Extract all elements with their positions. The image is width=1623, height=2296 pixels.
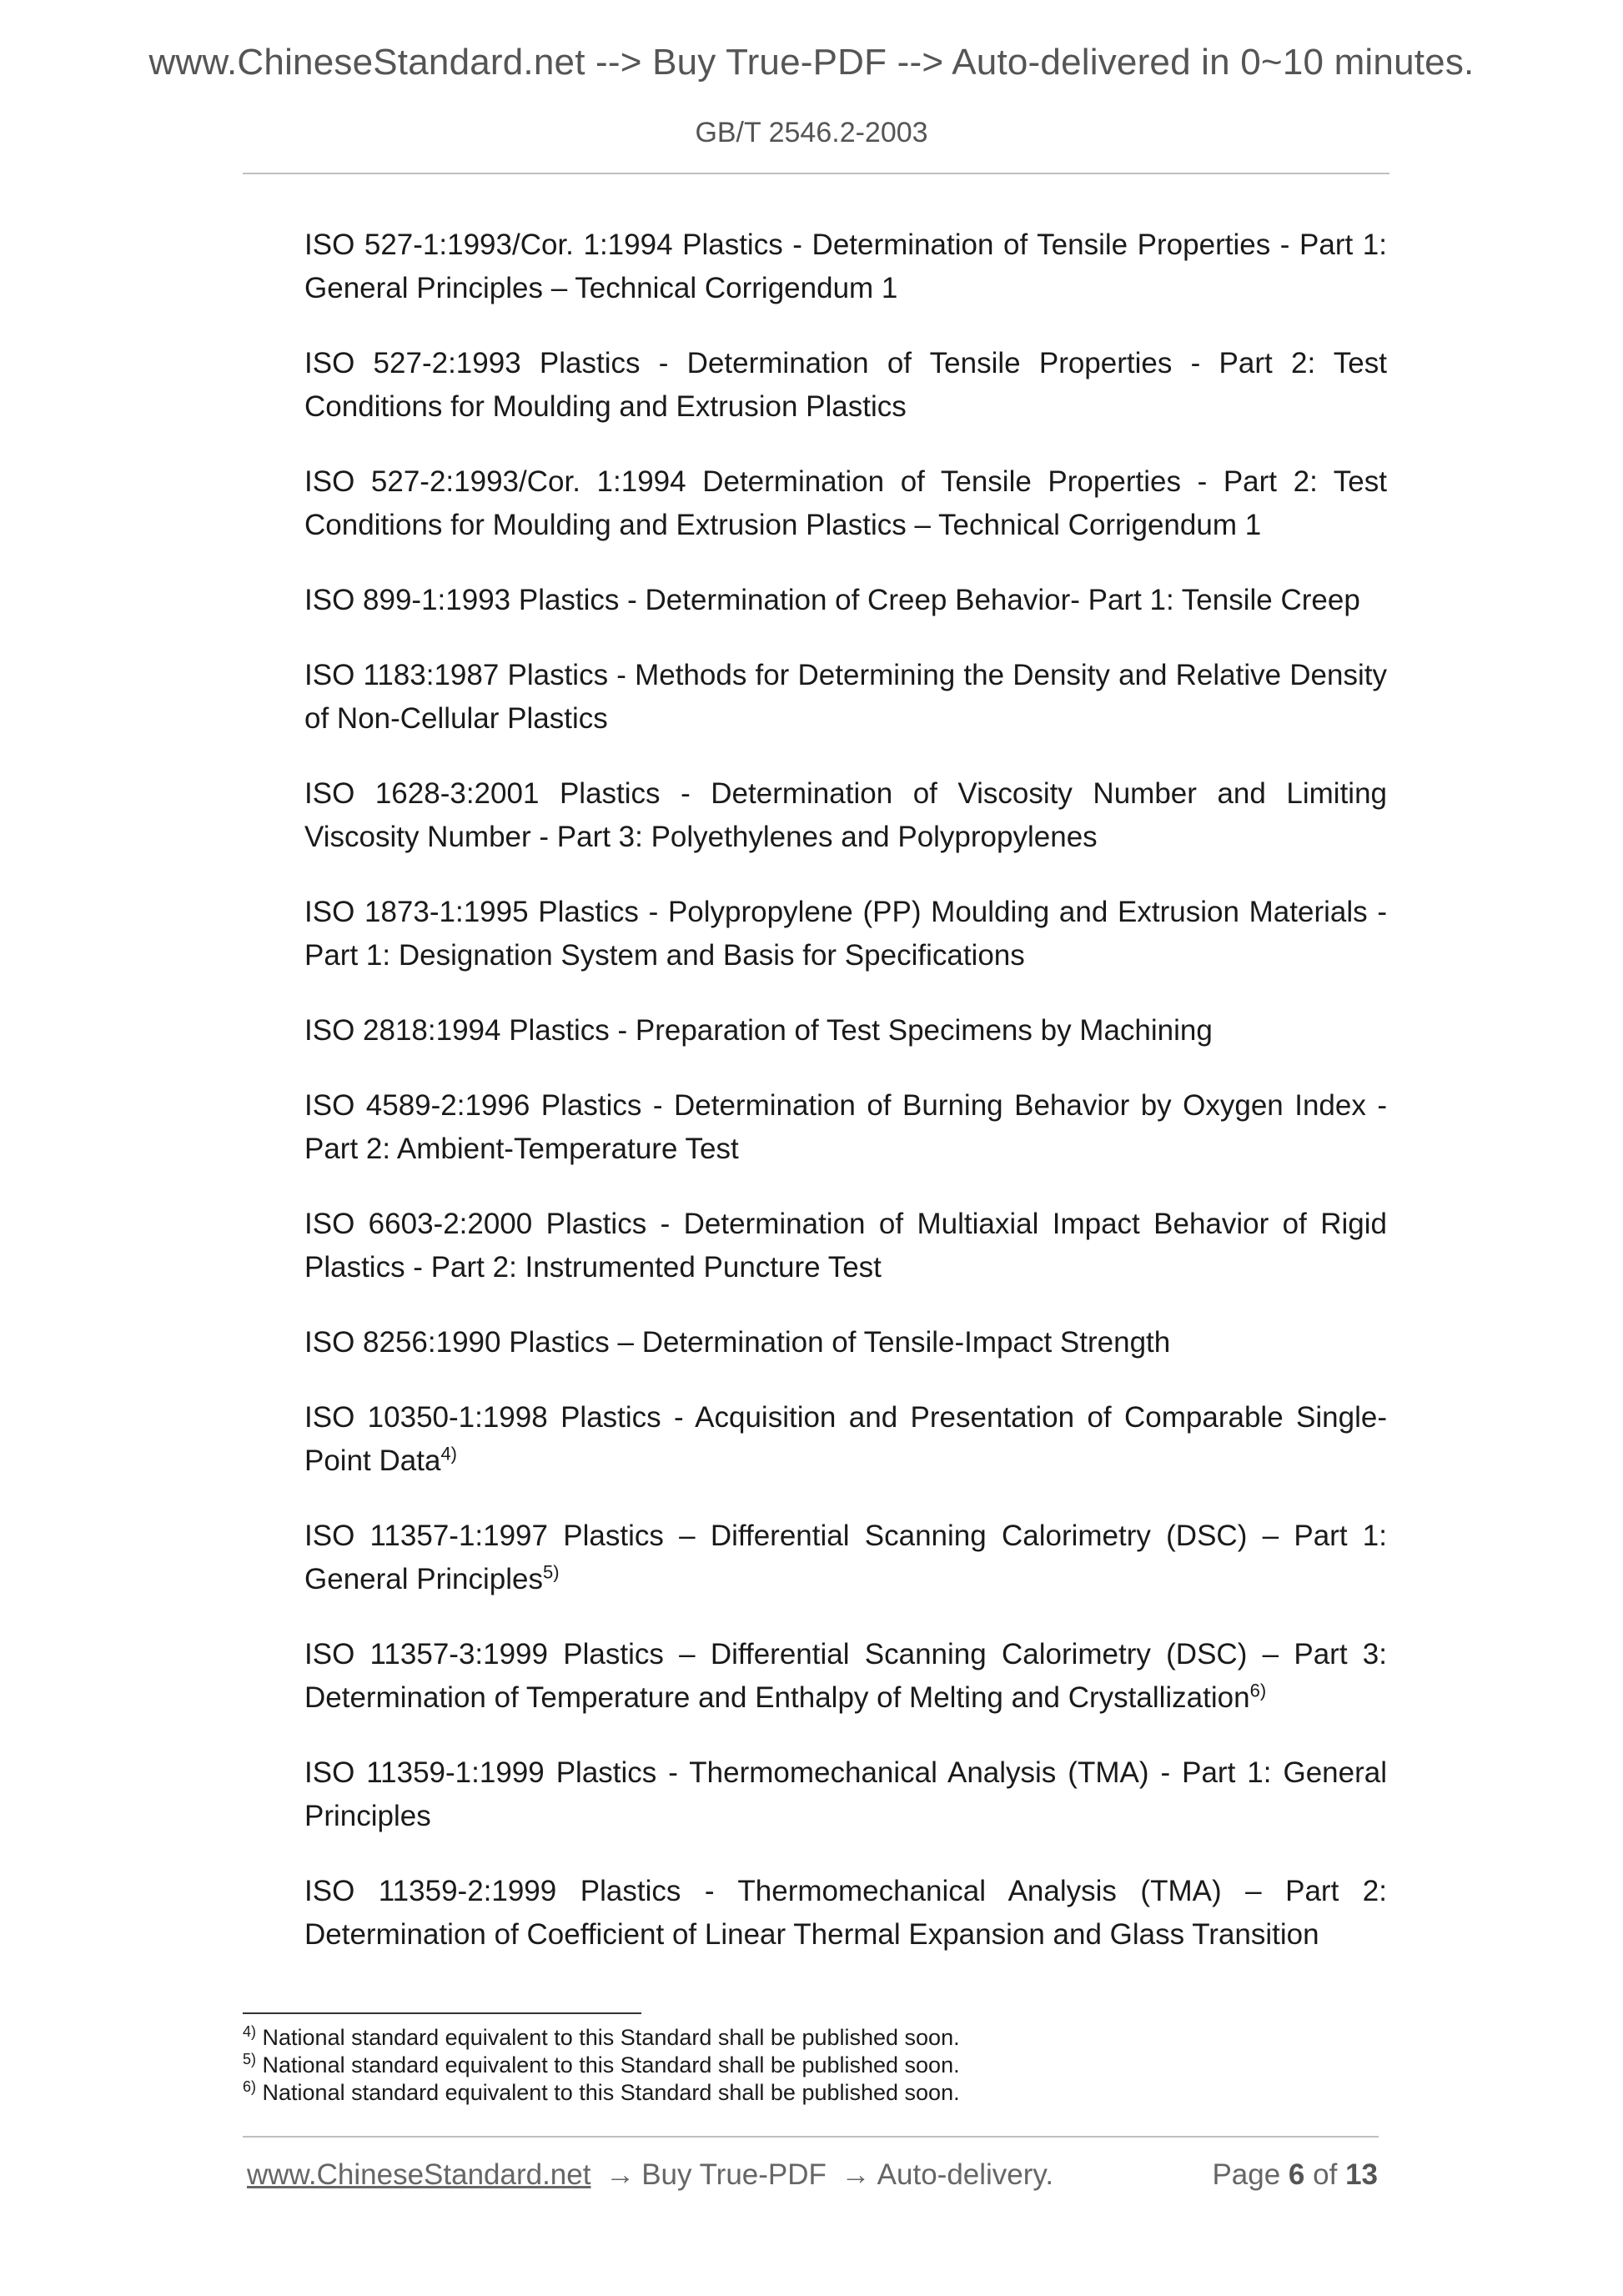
page-label: Page (1212, 2158, 1281, 2191)
footnote-text: National standard equivalent to this Standard shall be published soon. (262, 2080, 960, 2105)
reference-text: ISO 4589-2:1996 Plastics - Determination of Burning Behavior by Oxygen Index - Part 2: Ambient-Temperature Test (304, 1089, 1387, 1165)
reference-item (304, 1870, 1387, 1957)
reference-text: ISO 11359-2:1999 Plastics - Thermomechanical Analysis (TMA) – Part 2: Determination of Coefficient of Linear Thermal Expansion and Glass Transition (304, 1875, 1387, 1951)
footnote (243, 2079, 1389, 2107)
arrow-right-icon: → (841, 2158, 871, 2191)
reference-item (304, 460, 1387, 547)
footer-divider (243, 2136, 1379, 2138)
document-code: GB/T 2546.2-2003 (695, 117, 928, 148)
reference-text: ISO 1183:1987 Plastics - Methods for Determining the Density and Relative Density of Non-Cellular Plastics (304, 659, 1387, 735)
reference-item (304, 654, 1387, 741)
reference-text: ISO 527-1:1993/Cor. 1:1994 Plastics - Determination of Tensile Properties - Part 1: General Principles – Technical Corrigendum 1 (304, 229, 1387, 304)
reference-text: ISO 6603-2:2000 Plastics - Determination of Multiaxial Impact Behavior of Rigid Plastics - Part 2: Instrumented Puncture Test (304, 1208, 1387, 1284)
reference-text: ISO 899-1:1993 Plastics - Determination of Creep Behavior- Part 1: Tensile Creep (304, 584, 1360, 616)
reference-text: ISO 10350-1:1998 Plastics - Acquisition and Presentation of Comparable Single-Point Data (304, 1401, 1387, 1477)
footer-promo (247, 2158, 1053, 2192)
footnote-marker: 5) (542, 1561, 560, 1583)
of-label: of (1313, 2158, 1338, 2191)
reference-item (304, 1751, 1387, 1838)
reference-list (304, 224, 1387, 1988)
reference-item (304, 1396, 1387, 1483)
top-banner: www.ChineseStandard.net --> Buy True-PDF --> Auto-delivered in 0~10 minutes. (148, 42, 1475, 83)
delivery-text: Auto-delivery. (877, 2158, 1054, 2191)
reference-text: ISO 1628-3:2001 Plastics - Determination of Viscosity Number and Limiting Viscosity Number - Part 3: Polyethylenes and Polypropylenes (304, 777, 1387, 853)
footnote (243, 2024, 1389, 2052)
footnote-divider (243, 2012, 641, 2014)
arrow-right-icon: → (605, 2158, 636, 2191)
footnote-text: National standard equivalent to this Standard shall be published soon. (262, 2052, 960, 2077)
reference-text: ISO 2818:1994 Plastics - Preparation of Test Specimens by Machining (304, 1014, 1213, 1047)
footnote-number: 5) (243, 2051, 257, 2067)
footnote-number: 4) (243, 2023, 257, 2040)
reference-item (304, 224, 1387, 310)
reference-text: ISO 527-2:1993/Cor. 1:1994 Determination of Tensile Properties - Part 2: Test Conditions for Moulding and Extrusion Plastics – Technical Corrigendum 1 (304, 465, 1387, 541)
reference-item (304, 1633, 1387, 1720)
reference-text: ISO 11359-1:1999 Plastics - Thermomechanical Analysis (TMA) - Part 1: General Principles (304, 1756, 1387, 1832)
reference-item (304, 772, 1387, 859)
reference-item (304, 1515, 1387, 1601)
reference-item (304, 1009, 1387, 1053)
reference-item (304, 342, 1387, 429)
total-pages: 13 (1345, 2158, 1378, 2191)
reference-item (304, 891, 1387, 977)
reference-text: ISO 8256:1990 Plastics – Determination of Tensile-Impact Strength (304, 1326, 1171, 1359)
reference-item (304, 579, 1387, 622)
reference-item (304, 1203, 1387, 1289)
reference-text: ISO 11357-1:1997 Plastics – Differential Scanning Calorimetry (DSC) – Part 1: General Principles (304, 1520, 1387, 1595)
reference-text: ISO 11357-3:1999 Plastics – Differential Scanning Calorimetry (DSC) – Part 3: Determination of Temperature and Enthalpy of Melting and Crystallization (304, 1638, 1387, 1714)
footnote (243, 2052, 1389, 2079)
footnote-marker: 6) (1249, 1680, 1267, 1701)
reference-text: ISO 1873-1:1995 Plastics - Polypropylene (PP) Moulding and Extrusion Materials - Part 1: Designation System and Basis for Specifications (304, 896, 1387, 972)
header-divider (243, 173, 1389, 174)
page-number (1212, 2158, 1378, 2192)
page-footer (247, 2158, 1378, 2195)
footnote-number: 6) (243, 2078, 257, 2095)
footnote-text: National standard equivalent to this Standard shall be published soon. (262, 2025, 960, 2050)
footnote-marker: 4) (440, 1443, 457, 1465)
reference-item (304, 1321, 1387, 1364)
site-link[interactable]: www.ChineseStandard.net (247, 2158, 591, 2191)
reference-text: ISO 527-2:1993 Plastics - Determination of Tensile Properties - Part 2: Test Conditions for Moulding and Extrusion Plastics (304, 347, 1387, 423)
buy-text: Buy True-PDF (641, 2158, 827, 2191)
current-page: 6 (1288, 2158, 1305, 2191)
reference-item (304, 1084, 1387, 1171)
footnotes (243, 2024, 1389, 2107)
